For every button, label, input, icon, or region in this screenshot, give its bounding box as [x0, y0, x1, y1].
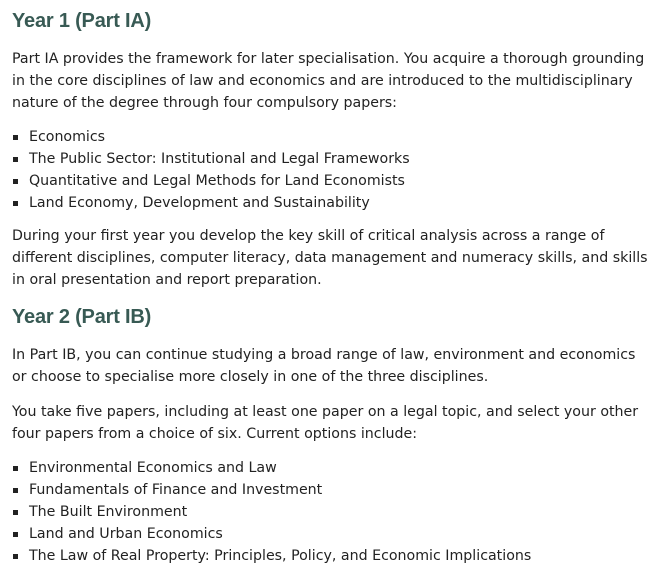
bullet-icon — [13, 510, 18, 515]
list-item — [12, 457, 648, 479]
year2-papers-intro-paragraph: You take five papers, including at least one paper on a legal topic, and select your other four papers from a choice of six. Current options include: — [12, 404, 639, 442]
bullet-icon — [13, 466, 18, 471]
bullet-icon — [13, 135, 18, 140]
list-item — [12, 479, 648, 501]
year1-intro-paragraph: Part IA provides the framework for later specialisation. You acquire a thorough grounding in the core disciplines of law and economics and are introduced to the multidisciplinary nature of the degree through four compulsory papers: — [12, 51, 645, 111]
list-item-label: Land Economy, Development and Sustainability — [29, 195, 370, 211]
bullet-icon — [13, 157, 18, 162]
list-item — [12, 170, 648, 192]
list-item — [12, 148, 648, 170]
year2-options-list — [12, 457, 648, 567]
list-item-label: Quantitative and Legal Methods for Land Economists — [29, 173, 405, 189]
list-item-label: Fundamentals of Finance and Investment — [29, 482, 323, 498]
list-item — [12, 126, 648, 148]
list-item — [12, 192, 648, 214]
year2-heading: Year 2 (Part IB) — [12, 306, 152, 328]
list-item — [12, 545, 648, 567]
year1-papers-list — [12, 126, 648, 214]
list-item-label: The Public Sector: Institutional and Legal Frameworks — [29, 151, 410, 167]
bullet-icon — [13, 488, 18, 493]
list-item — [12, 501, 648, 523]
bullet-icon — [13, 532, 18, 537]
year2-intro-paragraph: In Part IB, you can continue studying a broad range of law, environment and economics or choose to specialise more closely in one of the three disciplines. — [12, 347, 636, 385]
bullet-icon — [13, 201, 18, 206]
year1-heading: Year 1 (Part IA) — [12, 10, 152, 32]
list-item — [12, 523, 648, 545]
bullet-icon — [13, 554, 18, 559]
page-content — [12, 0, 648, 567]
list-item-label: The Built Environment — [29, 504, 188, 520]
list-item-label: Land and Urban Economics — [29, 526, 223, 542]
year1-skills-paragraph: During your first year you develop the key skill of critical analysis across a range of different disciplines, computer literacy, data management and numeracy skills, and skills in oral presentation and report preparation. — [12, 228, 648, 288]
list-item-label: The Law of Real Property: Principles, Policy, and Economic Implications — [29, 548, 532, 564]
bullet-icon — [13, 179, 18, 184]
list-item-label: Environmental Economics and Law — [29, 460, 277, 476]
list-item-label: Economics — [29, 129, 106, 145]
